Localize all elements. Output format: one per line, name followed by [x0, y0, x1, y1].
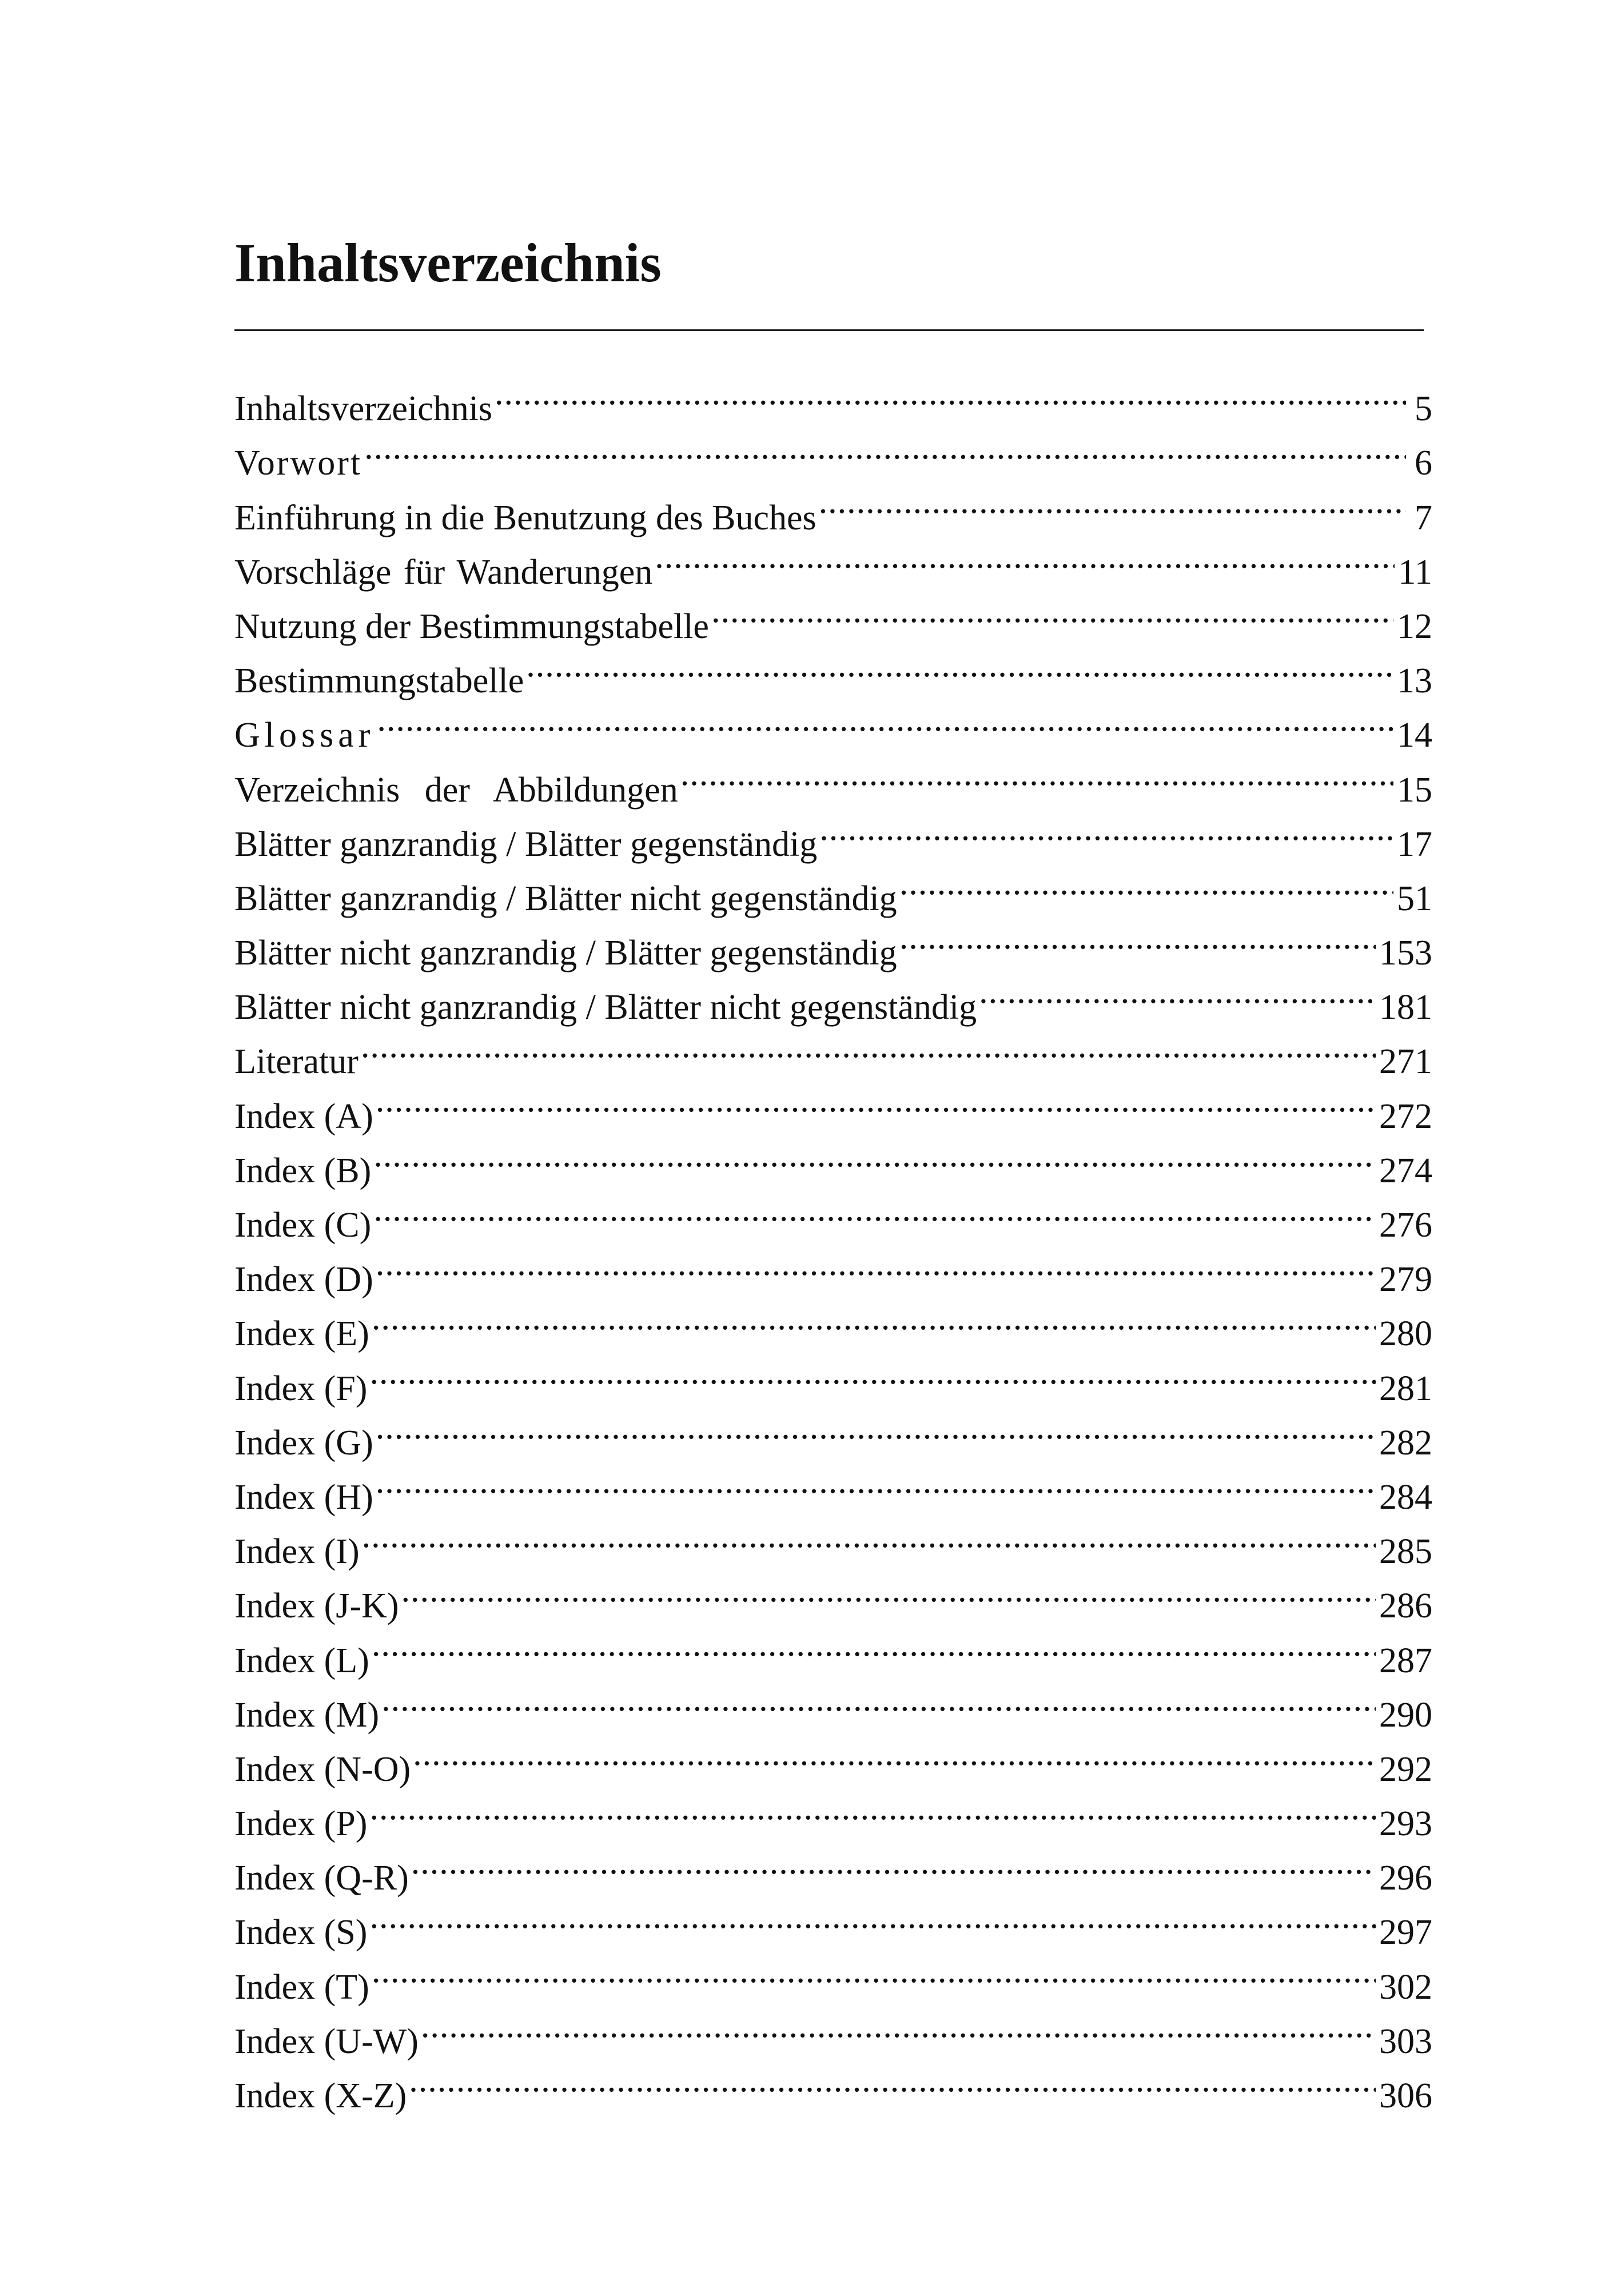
dot-leader [377, 692, 1393, 747]
toc-entry-label: Index (E) [234, 1314, 369, 1354]
toc-entry-label: Index (D) [234, 1260, 373, 1300]
toc-entry-index-q-r[interactable] [234, 1835, 1432, 1898]
toc-entry-page: 181 [1379, 988, 1432, 1027]
toc-entry-label: Index (T) [234, 1967, 369, 2007]
toc-entry-index-d[interactable] [234, 1237, 1432, 1300]
toc-entry-label: Blätter ganzrandig / Blätter nicht gegenständig [234, 879, 897, 918]
dot-leader [680, 747, 1393, 801]
dot-leader [655, 529, 1395, 584]
toc-entry-label: Blätter nicht ganzrandig / Blätter gegenständig [234, 934, 897, 973]
toc-entry-index-j-k[interactable] [234, 1563, 1432, 1626]
dot-leader [369, 1890, 1376, 1944]
toc-entry-page: 6 [1415, 444, 1432, 483]
toc-entry-label: Index (N-O) [234, 1749, 411, 1789]
dot-leader [362, 1509, 1376, 1563]
toc-entry-label: Index (S) [234, 1913, 368, 1952]
dot-leader [369, 1781, 1376, 1835]
dot-leader [819, 802, 1393, 856]
toc-entry-index-b[interactable] [234, 1128, 1432, 1190]
toc-entry-page: 271 [1379, 1042, 1432, 1082]
toc-entry-label: Index (L) [234, 1641, 369, 1680]
dot-leader [372, 1944, 1376, 1998]
toc-entry-page: 11 [1398, 552, 1432, 592]
toc-entry-page: 284 [1379, 1477, 1432, 1517]
toc-entry-page: 290 [1379, 1695, 1432, 1735]
page-title: Inhaltsverzeichnis [234, 232, 662, 293]
dot-leader [711, 584, 1393, 638]
toc-entry-label: Index (X-Z) [234, 2076, 407, 2115]
toc-entry-page: 272 [1379, 1097, 1432, 1136]
toc-entry-label: Inhaltsverzeichnis [234, 389, 493, 429]
toc-entry-literatur[interactable] [234, 1019, 1432, 1082]
dot-leader [373, 1128, 1376, 1182]
dot-leader [361, 1019, 1376, 1073]
toc-entry-label: Index (C) [234, 1206, 372, 1245]
dot-leader [899, 910, 1376, 964]
toc-entry-page: 13 [1397, 661, 1432, 701]
toc-entry-label: Index (I) [234, 1532, 360, 1572]
toc-entry-label: Bestimmungstabelle [234, 661, 524, 701]
toc-entry-verzeichnis-abbildungen[interactable] [234, 747, 1432, 810]
toc-entry-label: Nutzung der Bestimmungstabelle [234, 607, 709, 646]
toc-entry-page: 281 [1379, 1369, 1432, 1408]
dot-leader [819, 475, 1406, 529]
toc-entry-index-x-z[interactable] [234, 2053, 1432, 2115]
toc-entry-page: 12 [1397, 607, 1432, 646]
dot-leader [411, 1835, 1376, 1890]
dot-leader [421, 1999, 1376, 2053]
toc-entry-label: Index (J-K) [234, 1587, 399, 1626]
dot-leader [369, 1345, 1376, 1400]
toc-entry-page: 306 [1379, 2076, 1432, 2115]
toc-entry-page: 17 [1397, 824, 1432, 864]
toc-entry-label: Vorschläge für Wanderungen [234, 552, 653, 592]
dot-leader [364, 420, 1406, 475]
toc-entry-einfuehrung[interactable] [234, 475, 1432, 537]
toc-entry-glossar[interactable] [234, 692, 1432, 755]
dot-leader [372, 1617, 1376, 1672]
toc-entry-label: Index (F) [234, 1369, 368, 1408]
toc-entry-label: Index (B) [234, 1151, 372, 1190]
dot-leader [409, 2053, 1376, 2107]
dot-leader [979, 964, 1376, 1019]
toc-entry-page: 5 [1415, 389, 1432, 429]
dot-leader [381, 1672, 1376, 1727]
toc-entry-page: 292 [1379, 1749, 1432, 1789]
toc-entry-label: Index (G) [234, 1423, 373, 1462]
toc-entry-page: 279 [1379, 1260, 1432, 1300]
toc-entry-index-f[interactable] [234, 1345, 1432, 1408]
toc-entry-label: Index (P) [234, 1804, 368, 1844]
toc-entry-index-e[interactable] [234, 1291, 1432, 1354]
toc-entry-label: Index (A) [234, 1097, 373, 1136]
toc-entry-page: 303 [1379, 2022, 1432, 2061]
toc-entry-page: 297 [1379, 1913, 1432, 1952]
dot-leader [376, 1454, 1376, 1509]
toc-entry-label: Blätter ganzrandig / Blätter gegenständig [234, 824, 818, 864]
toc-entry-label: Index (Q-R) [234, 1859, 409, 1898]
toc-entry-page: 7 [1415, 498, 1432, 537]
toc-entry-page: 280 [1379, 1314, 1432, 1354]
toc-entry-label: Literatur [234, 1042, 359, 1082]
toc-entry-page: 302 [1379, 1967, 1432, 2007]
toc-entry-label: Index (H) [234, 1477, 373, 1517]
toc-entry-label: Einführung in die Benutzung des Buches [234, 498, 817, 537]
dot-leader [373, 1182, 1376, 1237]
toc-entry-index-s[interactable] [234, 1890, 1432, 1952]
toc-entry-page: 282 [1379, 1423, 1432, 1462]
toc-entry-inhaltsverzeichnis[interactable] [234, 366, 1432, 429]
dot-leader [413, 1727, 1376, 1781]
toc-entry-index-u-w[interactable] [234, 1999, 1432, 2061]
dot-leader [376, 1073, 1376, 1127]
dot-leader [526, 638, 1393, 692]
dot-leader [899, 856, 1393, 910]
toc-entry-index-g[interactable] [234, 1400, 1432, 1462]
toc-entry-vorwort[interactable] [234, 420, 1432, 483]
toc-entry-index-t[interactable] [234, 1944, 1432, 2007]
toc-entry-page: 285 [1379, 1532, 1432, 1572]
toc-entry-page: 274 [1379, 1151, 1432, 1190]
toc-entry-page: 286 [1379, 1587, 1432, 1626]
toc-entry-page: 153 [1379, 934, 1432, 973]
dot-leader [376, 1237, 1376, 1291]
toc-entry-label: Glossar [234, 716, 375, 755]
toc-entry-label: Blätter nicht ganzrandig / Blätter nicht gegenständig [234, 988, 977, 1027]
toc-entry-page: 287 [1379, 1641, 1432, 1680]
dot-leader [376, 1400, 1376, 1454]
toc-entry-page: 14 [1397, 716, 1432, 755]
toc-entry-index-c[interactable] [234, 1182, 1432, 1245]
toc-entry-index-i[interactable] [234, 1509, 1432, 1572]
toc-entry-index-m[interactable] [234, 1672, 1432, 1735]
toc-entry-page: 296 [1379, 1859, 1432, 1898]
toc-entry-page: 15 [1397, 770, 1432, 810]
toc-entry-label: Index (U-W) [234, 2022, 419, 2061]
toc-entry-page: 276 [1379, 1206, 1432, 1245]
dot-leader [401, 1563, 1376, 1617]
title-divider [234, 329, 1424, 331]
toc-entry-page: 293 [1379, 1804, 1432, 1844]
toc-entry-label: Index (M) [234, 1695, 380, 1735]
table-of-contents [234, 366, 1432, 2115]
toc-entry-index-a[interactable] [234, 1073, 1432, 1136]
toc-entry-index-h[interactable] [234, 1454, 1432, 1517]
dot-leader [495, 366, 1406, 420]
toc-entry-index-p[interactable] [234, 1781, 1432, 1844]
toc-entry-label: Vorwort [234, 444, 363, 483]
toc-entry-index-n-o[interactable] [234, 1727, 1432, 1789]
toc-entry-page: 51 [1397, 879, 1432, 918]
dot-leader [372, 1291, 1376, 1345]
toc-entry-index-l[interactable] [234, 1617, 1432, 1680]
toc-entry-label: Verzeichnis der Abbildungen [234, 770, 678, 810]
